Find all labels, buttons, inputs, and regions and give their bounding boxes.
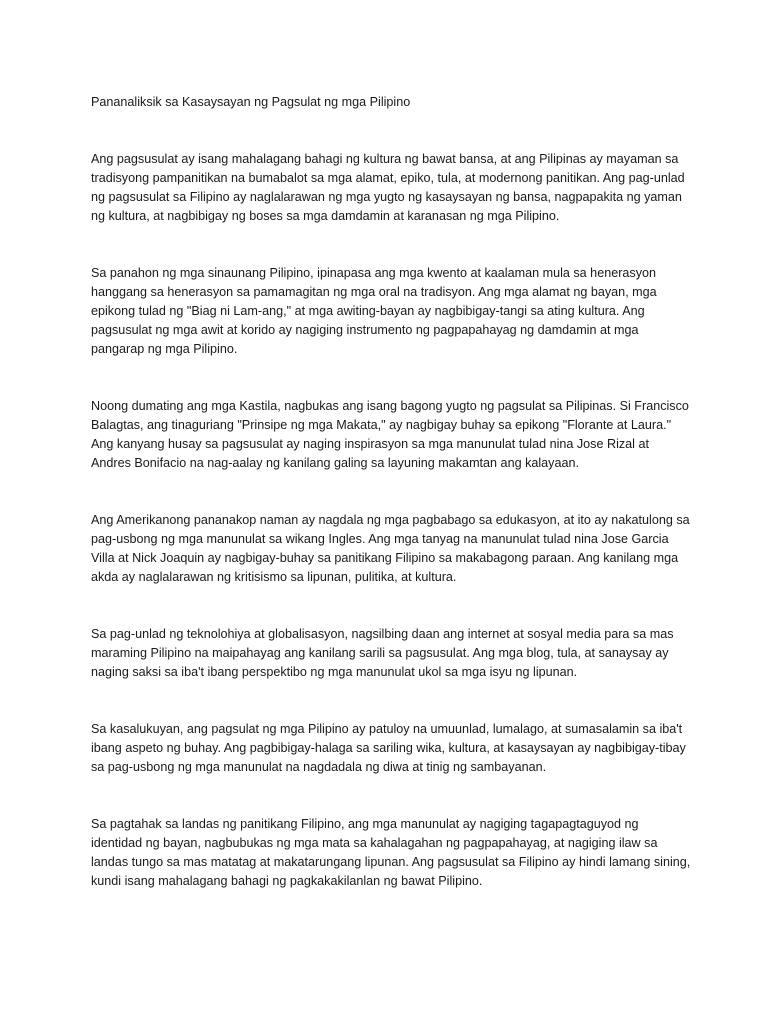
paragraph-conclusion: Sa pagtahak sa landas ng panitikang Filipino, ang mga manunulat ay nagiging tagapagtaguyod ng identidad ng bayan, nagbubukas ng mga mata sa kahalagahan ng pagpapahayag, at nagiging ilaw sa landas tungo sa mas matatag at makatarungang lipunan. Ang pagsusulat sa Filipino ay hindi lamang sining, kundi isang mahalagang bahagi ng pagkakakilanlan ng bawat Pilipino. bbox=[91, 817, 691, 888]
paragraph-present: Sa kasalukuyan, ang pagsulat ng mga Pilipino ay patuloy na umuunlad, lumalago, at sumasalamin sa iba't ibang aspeto ng buhay. Ang pagbibigay-halaga sa sariling wika, kultura, at kasaysayan ay nagbibigay-tibay sa pag-usbong ng mga manunulat na nagdadala ng diwa at tinig ng sambayanan. bbox=[91, 722, 686, 774]
document-title: Pananaliksik sa Kasaysayan ng Pagsulat ng mga Pilipino bbox=[91, 95, 411, 109]
paragraph-technology: Sa pag-unlad ng teknolohiya at globalisasyon, nagsilbing daan ang internet at sosyal media para sa mas maraming Pilipino na maipahayag ang kanilang sarili sa pagsusulat. Ang mga blog, tula, at sanaysay ay naging saksi sa iba't ibang perspektibo ng mga manunulat ukol sa mga isyu ng lipunan. bbox=[91, 627, 674, 679]
paragraph-american-era: Ang Amerikanong pananakop naman ay nagdala ng mga pagbabago sa edukasyon, at ito ay nakatulong sa pag-usbong ng mga manunulat sa wikang Ingles. Ang mga tanyag na manunulat tulad nina Jose Garcia Villa at Nick Joaquin ay nagbigay-buhay sa panitikang Filipino sa makabagong paraan. Ang kanilang mga akda ay naglalarawan ng kritisismo sa lipunan, pulitika, at kultura. bbox=[91, 513, 690, 584]
paragraph-intro: Ang pagsusulat ay isang mahalagang bahagi ng kultura ng bawat bansa, at ang Pilipinas ay mayaman sa tradisyong pampanitikan na bumabalot sa mga alamat, epiko, tula, at modernong panitikan. Ang pag-unlad ng pagsusulat sa Filipino ay naglalarawan ng mga yugto ng kasaysayan ng bansa, nagpapakita ng yaman ng kultura, at nagbibigay ng boses sa mga damdamin at karanasan ng mga Pilipino. bbox=[91, 152, 685, 223]
paragraph-precolonial: Sa panahon ng mga sinaunang Pilipino, ipinapasa ang mga kwento at kaalaman mula sa henerasyon hanggang sa henerasyon sa pamamagitan ng mga oral na tradisyon. Ang mga alamat ng bayan, mga epikong tulad ng "Biag ni Lam-ang," at mga awiting-bayan ay nagbibigay-tangi sa ating kultura. Ang pagsusulat ng mga awit at korido ay nagiging instrumento ng pagpapahayag ng damdamin at mga pangarap ng mga Pilipino. bbox=[91, 266, 657, 356]
document-body bbox=[91, 93, 691, 929]
paragraph-spanish-era: Noong dumating ang mga Kastila, nagbukas ang isang bagong yugto ng pagsulat sa Pilipinas. Si Francisco Balagtas, ang tinaguriang "Prinsipe ng mga Makata," ay nagbigay buhay sa epikong "Florante at Laura." Ang kanyang husay sa pagsusulat ay naging inspirasyon sa mga manunulat tulad nina Jose Rizal at Andres Bonifacio na nag-aalay ng kanilang galing sa layuning makamtan ang kalayaan. bbox=[91, 399, 689, 470]
